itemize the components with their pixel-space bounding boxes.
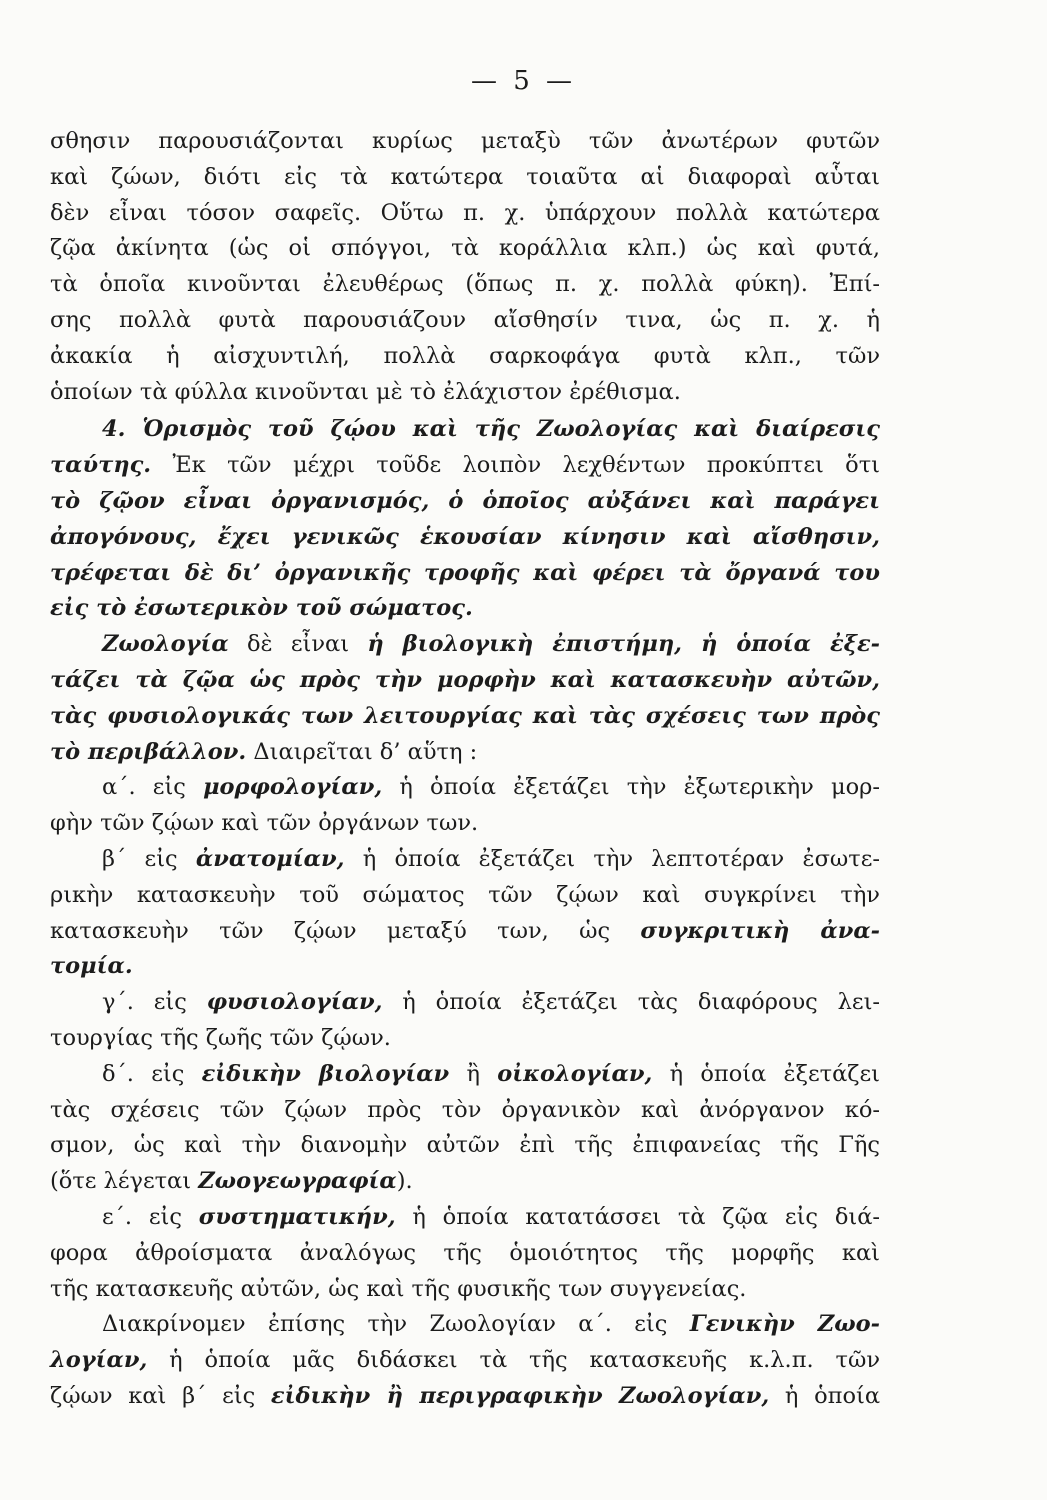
text-line <box>50 806 880 842</box>
plain-text: ἡ ὁποία ἐξετάζει τὰς διαφόρους λει- <box>382 989 881 1016</box>
emphasis-text: εἰδικὴν βιολογίαν <box>201 1060 450 1087</box>
plain-text: σθησιν παρουσιάζονται κυρίως μεταξὺ τῶν ἀνωτέρων φυτῶν <box>50 128 880 154</box>
plain-text: ἡ ὁποία ἐξετάζει <box>652 1060 880 1087</box>
emphasis-text: Ζωογεωγραφία <box>198 1168 397 1195</box>
plain-text: τὰς σχέσεις τῶν ζῴων πρὸς τὸν ὀργανικὸν καὶ ἀνόργανον κό- <box>50 1096 880 1123</box>
emphasis-text: τάζει τὰ ζῷα ὡς πρὸς τὴν μορφὴν καὶ κατασκευὴν αὐτῶν, <box>50 666 880 693</box>
text-line <box>50 699 880 735</box>
plain-text: Διαιρεῖται δ’ αὕτη : <box>246 738 478 765</box>
text-line <box>50 520 880 556</box>
text-line <box>50 303 880 339</box>
text-line <box>50 1379 880 1415</box>
text-line <box>50 1236 880 1272</box>
text-line <box>50 484 880 520</box>
text-line <box>50 1343 880 1379</box>
emphasis-text: συγκριτικὴ ἀνα- <box>640 917 880 944</box>
text-line <box>50 1021 880 1057</box>
plain-text: ἀκακία ἡ αἰσχυντιλή, πολλὰ σαρκοφάγα φυτὰ κλπ., τῶν <box>50 342 880 369</box>
text-line <box>50 160 880 196</box>
text-line <box>50 1057 880 1093</box>
plain-text: τουργίας τῆς ζωῆς τῶν ζῴων. <box>50 1024 391 1051</box>
emphasis-text: Γενικὴν Ζωο- <box>689 1311 880 1338</box>
text-line <box>50 196 880 232</box>
plain-text: ἡ ὁποία ἐξετάζει τὴν λεπτοτέραν ἐσωτε- <box>344 845 880 872</box>
text-line <box>50 949 880 985</box>
text-line <box>50 591 880 627</box>
emphasis-text: Ζωολογία <box>102 631 229 658</box>
plain-text: ζῴων καὶ β΄ εἰς <box>50 1382 271 1409</box>
plain-text: ἡ ὁποία <box>769 1382 881 1409</box>
section-heading <box>50 412 880 448</box>
text-line <box>50 1164 880 1200</box>
plain-text: δὲ εἶναι <box>228 631 368 658</box>
plain-text: δ΄. εἰς <box>102 1060 202 1087</box>
plain-text: σης πολλὰ φυτὰ παρουσιάζουν αἴσθησίν τινα, ὡς π. χ. ἡ <box>50 306 880 333</box>
text-line <box>50 124 880 160</box>
text-line <box>50 448 880 484</box>
emphasis-text: λογίαν, <box>50 1347 148 1374</box>
plain-text: ὁποίων τὰ φύλλα κινοῦνται μὲ τὸ ἐλάχιστον ἐρέθισμα. <box>50 378 681 405</box>
text-line <box>50 231 880 267</box>
emphasis-text: συστηματικήν, <box>198 1203 396 1230</box>
emphasis-text: οἰκολογίαν, <box>497 1060 653 1087</box>
plain-text: δὲν εἶναι τόσον σαφεῖς. Οὕτω π. χ. ὑπάρχουν πολλὰ κατώτερα <box>50 199 880 226</box>
emphasis-text: ἀπογόνους, ἔχει γενικῶς ἑκουσίαν κίνησιν καὶ αἴσθησιν, <box>50 523 880 550</box>
plain-text: φὴν τῶν ζῴων καὶ τῶν ὀργάνων των. <box>50 810 479 837</box>
text-line <box>50 627 880 663</box>
plain-text: ε΄. εἰς <box>102 1203 199 1230</box>
body-text <box>50 124 880 1415</box>
plain-text: ). <box>396 1168 413 1195</box>
plain-text: τῆς κατασκευῆς αὐτῶν, ὡς καὶ τῆς φυσικῆς των συγγενείας. <box>50 1275 747 1302</box>
plain-text: ἡ ὁποία ἐξετάζει τὴν ἐξωτερικὴν μορ- <box>382 774 880 801</box>
text-line <box>50 878 880 914</box>
plain-text: Διακρίνομεν ἐπίσης τὴν Ζωολογίαν α΄. εἰς <box>102 1311 690 1338</box>
plain-text: (ὅτε λέγεται <box>50 1168 199 1195</box>
emphasis-text: τομία. <box>50 953 133 980</box>
emphasis-text: ἡ βιολογικὴ ἐπιστήμη, ἡ ὁποία ἐξε- <box>367 631 880 658</box>
emphasis-text: τὸ περιβάλλον. <box>50 738 247 765</box>
text-line <box>50 556 880 592</box>
emphasis-text: φυσιολογίαν, <box>206 989 383 1016</box>
plain-text: τὰ ὁποῖα κινοῦνται ἐλευθέρως (ὅπως π. χ. πολλὰ φύκη). Ἐπί- <box>50 271 880 298</box>
text-line <box>50 339 880 375</box>
text-line <box>50 914 880 950</box>
plain-text: β΄ εἰς <box>102 845 196 872</box>
text-line <box>50 1307 880 1343</box>
plain-text: γ΄. εἰς <box>102 989 207 1016</box>
text-line <box>50 375 880 411</box>
text-line <box>50 985 880 1021</box>
page-number: — 5 — <box>470 66 577 96</box>
text-line <box>50 735 880 771</box>
plain-text: ἡ ὁποία κατατάσσει τὰ ζῷα εἰς διά- <box>395 1203 880 1230</box>
plain-text: σμον, ὡς καὶ τὴν διανομὴν αὐτῶν ἐπὶ τῆς ἐπιφανείας τῆς Γῆς <box>50 1132 880 1159</box>
text-line <box>50 663 880 699</box>
emphasis-text: τρέφεται δὲ δι’ ὀργανικῆς τροφῆς καὶ φέρει τὰ ὄργανά του <box>50 559 880 586</box>
text-line <box>50 770 880 806</box>
plain-text: α΄. εἰς <box>102 774 204 801</box>
emphasis-text: ἀνατομίαν, <box>195 845 345 872</box>
text-line <box>50 1128 880 1164</box>
text-line <box>50 267 880 303</box>
plain-text: ἢ <box>449 1060 498 1087</box>
emphasis-text: τὸ ζῷον εἶναι ὀργανισμός, ὁ ὁποῖος αὐξάνει καὶ παράγει <box>50 487 880 514</box>
emphasis-text: ταύτης. <box>50 452 152 479</box>
emphasis-text: τὰς φυσιολογικάς των λειτουργίας καὶ τὰς σχέσεις των πρὸς <box>50 702 880 729</box>
plain-text: Ἐκ τῶν μέχρι τοῦδε λοιπὸν λεχθέντων προκύπτει ὅτι <box>151 452 880 479</box>
plain-text: φορα ἀθροίσματα ἀναλόγως τῆς ὁμοιότητος τῆς μορφῆς καὶ <box>50 1239 880 1266</box>
plain-text: ρικὴν κατασκευὴν τοῦ σώματος τῶν ζῴων καὶ συγκρίνει τὴν <box>50 881 880 908</box>
emphasis-text: 4. Ὁρισμὸς τοῦ ζῴου καὶ τῆς Ζωολογίας καὶ διαίρεσις <box>102 416 880 443</box>
emphasis-text: μορφολογίαν, <box>203 774 383 801</box>
emphasis-text: εἰδικὴν ἢ περιγραφικὴν Ζωολογίαν, <box>270 1382 770 1409</box>
plain-text: κατασκευὴν τῶν ζῴων μεταξύ των, ὡς <box>50 917 641 944</box>
text-line <box>50 1093 880 1129</box>
emphasis-text: εἰς τὸ ἐσωτερικὸν τοῦ σώματος. <box>50 595 473 622</box>
plain-text: ἡ ὁποία μᾶς διδάσκει τὰ τῆς κατασκευῆς κ.λ.π. τῶν <box>147 1347 880 1374</box>
plain-text: ζῷα ἀκίνητα (ὡς οἱ σπόγγοι, τὰ κοράλλια κλπ.) ὡς καὶ φυτά, <box>50 235 880 262</box>
text-line <box>50 842 880 878</box>
text-line <box>50 1272 880 1308</box>
text-line <box>50 1200 880 1236</box>
plain-text: καὶ ζώων, διότι εἰς τὰ κατώτερα τοιαῦτα αἱ διαφοραὶ αὗται <box>50 163 880 190</box>
